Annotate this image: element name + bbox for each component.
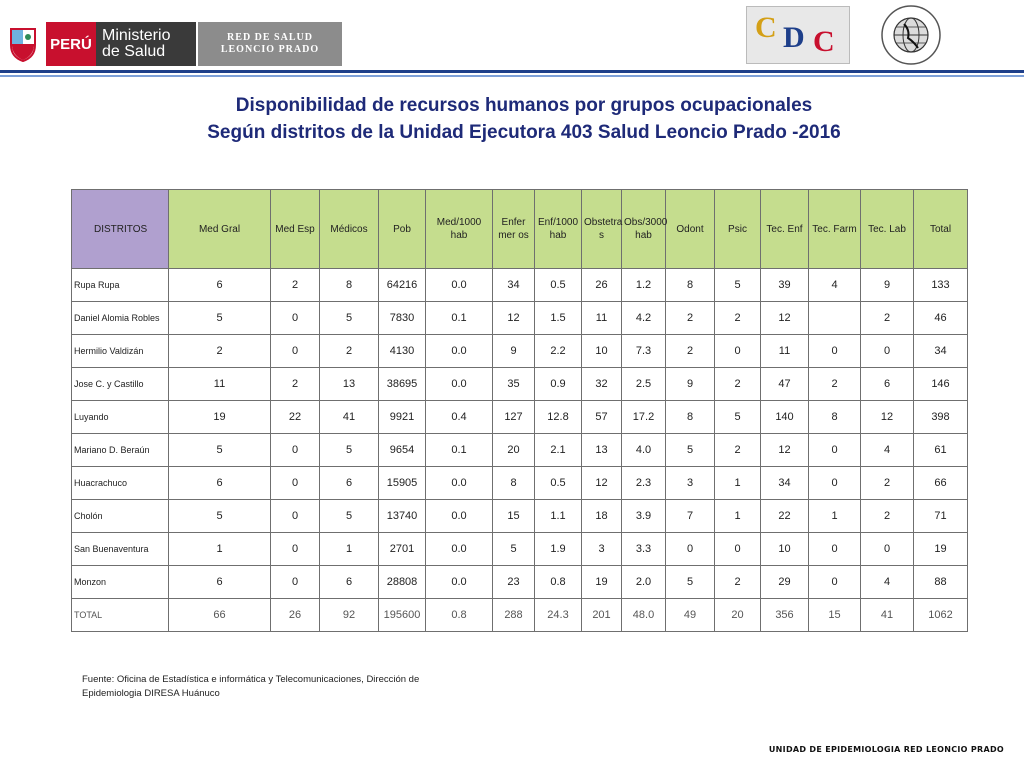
table-cell: 12 (761, 302, 809, 335)
column-header: Obstetra s (582, 190, 622, 269)
table-cell: 2 (861, 302, 914, 335)
table-row (72, 467, 968, 500)
table-cell: 1 (320, 533, 379, 566)
table-cell: 0 (271, 533, 320, 566)
table-cell: 19 (169, 401, 271, 434)
table-cell: 6 (169, 269, 271, 302)
total-cell: 356 (761, 599, 809, 632)
table-cell: 3 (666, 467, 715, 500)
table-cell: 3.9 (622, 500, 666, 533)
table-cell: 15 (493, 500, 535, 533)
table-cell: 11 (582, 302, 622, 335)
column-header: Odont (666, 190, 715, 269)
table-cell: 2.3 (622, 467, 666, 500)
column-header: Total (914, 190, 968, 269)
table-cell: 0 (271, 500, 320, 533)
table-cell: 0 (809, 434, 861, 467)
table-cell: 2 (861, 500, 914, 533)
table-cell: 1.5 (535, 302, 582, 335)
total-cell: 1062 (914, 599, 968, 632)
page-subtitle: Según distritos de la Unidad Ejecutora 403 Salud Leoncio Prado -2016 (207, 122, 841, 143)
table-cell: 4.2 (622, 302, 666, 335)
table-cell: 1.2 (622, 269, 666, 302)
table-cell: 0 (271, 566, 320, 599)
table-cell: 0 (715, 335, 761, 368)
table-cell: 0 (271, 434, 320, 467)
table-cell: 2 (271, 269, 320, 302)
table-row (72, 500, 968, 533)
table-row (72, 401, 968, 434)
table-cell: 1 (715, 500, 761, 533)
ministerio-salud-logo (0, 22, 196, 66)
total-cell: 195600 (379, 599, 426, 632)
page-title: Disponibilidad de recursos humanos por grupos ocupacionales (235, 95, 813, 116)
source-note (82, 673, 442, 701)
district-name-cell: Mariano D. Beraún (72, 434, 169, 467)
table-row (72, 566, 968, 599)
table-cell: 1.9 (535, 533, 582, 566)
table-cell: 19 (582, 566, 622, 599)
table-cell: 12 (861, 401, 914, 434)
table-cell: 1 (169, 533, 271, 566)
table-cell (809, 302, 861, 335)
total-row (72, 599, 968, 632)
column-header: Tec. Lab (861, 190, 914, 269)
table-cell: 2 (715, 368, 761, 401)
table-cell: 3 (582, 533, 622, 566)
table-cell: 2.0 (622, 566, 666, 599)
table-cell: 5 (666, 434, 715, 467)
district-name-cell: Cholón (72, 500, 169, 533)
column-header: Enf/1000 hab (535, 190, 582, 269)
peru-coat-of-arms-icon (0, 22, 46, 66)
district-name-cell: Jose C. y Castillo (72, 368, 169, 401)
table-cell: 2.2 (535, 335, 582, 368)
table-cell: 34 (761, 467, 809, 500)
table-cell: 61 (914, 434, 968, 467)
table-cell: 41 (320, 401, 379, 434)
table-cell: 8 (666, 401, 715, 434)
table-row (72, 533, 968, 566)
table-cell: 6 (320, 467, 379, 500)
table-cell: 13 (320, 368, 379, 401)
table-cell: 5 (493, 533, 535, 566)
table-cell: 8 (493, 467, 535, 500)
table-cell: 146 (914, 368, 968, 401)
district-name-cell: Daniel Alomia Robles (72, 302, 169, 335)
table-cell: 2 (320, 335, 379, 368)
table-cell: 12 (761, 434, 809, 467)
table-cell: 8 (666, 269, 715, 302)
table-cell: 35 (493, 368, 535, 401)
table-cell: 5 (169, 434, 271, 467)
table-cell: 127 (493, 401, 535, 434)
table-cell: 0.0 (426, 500, 493, 533)
footer-label: UNIDAD DE EPIDEMIOLOGIA RED LEONCIO PRADO (768, 745, 1004, 754)
renace-logo (880, 4, 942, 66)
table-cell: 0 (271, 467, 320, 500)
table-cell: 8 (809, 401, 861, 434)
table-header-row (72, 190, 968, 269)
table-cell: 13 (582, 434, 622, 467)
table-cell: 0 (271, 302, 320, 335)
table-cell: 66 (914, 467, 968, 500)
table-cell: 140 (761, 401, 809, 434)
table-cell: 133 (914, 269, 968, 302)
table-cell: 9 (493, 335, 535, 368)
ministerio-line1: Ministerio (102, 27, 171, 44)
table-cell: 5 (320, 500, 379, 533)
table-cell: 4.0 (622, 434, 666, 467)
total-cell: 92 (320, 599, 379, 632)
table-cell: 0 (666, 533, 715, 566)
column-header: Tec. Farm (809, 190, 861, 269)
table-cell: 26 (582, 269, 622, 302)
cdc-letter-c1: C (755, 11, 777, 44)
table-cell: 0.8 (535, 566, 582, 599)
total-cell: 26 (271, 599, 320, 632)
table-cell: 4 (809, 269, 861, 302)
table-cell: 0.0 (426, 368, 493, 401)
table-cell: 34 (493, 269, 535, 302)
table-cell: 11 (169, 368, 271, 401)
table-cell: 23 (493, 566, 535, 599)
table-cell: 17.2 (622, 401, 666, 434)
table-cell: 5 (320, 302, 379, 335)
table-cell: 5 (715, 269, 761, 302)
table-cell: 0.1 (426, 302, 493, 335)
table-body (72, 269, 968, 632)
table-cell: 12 (493, 302, 535, 335)
column-header: DISTRITOS (72, 190, 169, 269)
table-cell: 2 (715, 302, 761, 335)
table-cell: 8 (320, 269, 379, 302)
table-cell: 7830 (379, 302, 426, 335)
table-cell: 2.5 (622, 368, 666, 401)
table-row (72, 335, 968, 368)
table-cell: 71 (914, 500, 968, 533)
table-cell: 13740 (379, 500, 426, 533)
table-cell: 28808 (379, 566, 426, 599)
table-cell: 6 (169, 467, 271, 500)
table-cell: 2 (666, 335, 715, 368)
table-row (72, 368, 968, 401)
ministerio-label (96, 22, 196, 66)
table-cell: 5 (169, 302, 271, 335)
table-cell: 6 (169, 566, 271, 599)
table-cell: 0 (809, 335, 861, 368)
table-cell: 0.9 (535, 368, 582, 401)
table-cell: 2701 (379, 533, 426, 566)
source-line2: Epidemiologia DIRESA Huánuco (82, 688, 220, 699)
table-cell: 5 (169, 500, 271, 533)
district-name-cell: Monzon (72, 566, 169, 599)
table-cell: 398 (914, 401, 968, 434)
table-cell: 9 (861, 269, 914, 302)
cdc-letter-c2: C (813, 25, 835, 58)
table-cell: 0.5 (535, 269, 582, 302)
source-line1: Fuente: Oficina de Estadística e informática y Telecomunicaciones, Dirección de (82, 674, 420, 685)
column-header: Médicos (320, 190, 379, 269)
table-cell: 22 (761, 500, 809, 533)
globe-icon (880, 4, 942, 66)
table-cell: 0 (271, 335, 320, 368)
table-cell: 12.8 (535, 401, 582, 434)
table-cell: 0 (861, 533, 914, 566)
table-cell: 15905 (379, 467, 426, 500)
table-cell: 1 (715, 467, 761, 500)
total-cell: 48.0 (622, 599, 666, 632)
table-cell: 88 (914, 566, 968, 599)
table-cell: 0.0 (426, 467, 493, 500)
cdc-logo (746, 6, 850, 64)
table-cell: 0 (861, 335, 914, 368)
table-cell: 0.1 (426, 434, 493, 467)
column-header: Med/1000 hab (426, 190, 493, 269)
column-header: Tec. Enf (761, 190, 809, 269)
table-cell: 47 (761, 368, 809, 401)
total-cell: 15 (809, 599, 861, 632)
table-cell: 5 (666, 566, 715, 599)
district-name-cell: Rupa Rupa (72, 269, 169, 302)
table-cell: 2 (715, 566, 761, 599)
table-cell: 0 (809, 467, 861, 500)
table-cell: 38695 (379, 368, 426, 401)
table-cell: 0.0 (426, 335, 493, 368)
table-cell: 39 (761, 269, 809, 302)
table-cell: 2 (809, 368, 861, 401)
header-divider-dark (0, 70, 1024, 73)
table-cell: 2 (861, 467, 914, 500)
table-cell: 34 (914, 335, 968, 368)
total-cell: 201 (582, 599, 622, 632)
table-cell: 46 (914, 302, 968, 335)
table-cell: 3.3 (622, 533, 666, 566)
total-cell: 0.8 (426, 599, 493, 632)
table-cell: 22 (271, 401, 320, 434)
table-row (72, 302, 968, 335)
table-cell: 2 (169, 335, 271, 368)
table-cell: 10 (582, 335, 622, 368)
total-cell: 20 (715, 599, 761, 632)
table-cell: 2 (666, 302, 715, 335)
table-cell: 10 (761, 533, 809, 566)
table-cell: 19 (914, 533, 968, 566)
table-cell: 9 (666, 368, 715, 401)
table-cell: 32 (582, 368, 622, 401)
red-salud-line1: RED DE SALUD (227, 32, 313, 43)
column-header: Med Esp (271, 190, 320, 269)
column-header: Obs/3000 hab (622, 190, 666, 269)
table-cell: 2.1 (535, 434, 582, 467)
ministerio-line2: de Salud (102, 43, 166, 60)
table-cell: 11 (761, 335, 809, 368)
table-row (72, 269, 968, 302)
table-cell: 7 (666, 500, 715, 533)
table-cell: 0 (809, 566, 861, 599)
table-cell: 2 (715, 434, 761, 467)
table-cell: 20 (493, 434, 535, 467)
resources-table (71, 189, 968, 632)
total-cell: 41 (861, 599, 914, 632)
table-cell: 29 (761, 566, 809, 599)
district-name-cell: Luyando (72, 401, 169, 434)
column-header: Enfer mer os (493, 190, 535, 269)
table-cell: 0.0 (426, 269, 493, 302)
red-salud-line2: LEONCIO PRADO (220, 44, 320, 55)
red-salud-logo (198, 22, 342, 66)
table-cell: 1.1 (535, 500, 582, 533)
table-cell: 4 (861, 566, 914, 599)
cdc-letter-d: D (783, 21, 805, 54)
column-header: Pob (379, 190, 426, 269)
table-cell: 7.3 (622, 335, 666, 368)
total-cell: 24.3 (535, 599, 582, 632)
table-cell: 6 (861, 368, 914, 401)
total-label-cell: TOTAL (72, 599, 169, 632)
table-cell: 0.0 (426, 533, 493, 566)
table-cell: 0.0 (426, 566, 493, 599)
column-header: Med Gral (169, 190, 271, 269)
table-cell: 2 (271, 368, 320, 401)
table-cell: 0 (809, 533, 861, 566)
district-name-cell: San Buenaventura (72, 533, 169, 566)
table-cell: 0.5 (535, 467, 582, 500)
district-name-cell: Hermilio Valdizán (72, 335, 169, 368)
district-name-cell: Huacrachuco (72, 467, 169, 500)
table-cell: 0.4 (426, 401, 493, 434)
table-cell: 9654 (379, 434, 426, 467)
table-cell: 64216 (379, 269, 426, 302)
table-cell: 4 (861, 434, 914, 467)
table-cell: 18 (582, 500, 622, 533)
table-cell: 1 (809, 500, 861, 533)
table-cell: 5 (320, 434, 379, 467)
table-row (72, 434, 968, 467)
header-divider-light (0, 75, 1024, 77)
total-cell: 66 (169, 599, 271, 632)
table-cell: 12 (582, 467, 622, 500)
table-cell: 9921 (379, 401, 426, 434)
table-cell: 0 (715, 533, 761, 566)
table-cell: 4130 (379, 335, 426, 368)
table-cell: 6 (320, 566, 379, 599)
peru-label: PERÚ (46, 22, 96, 66)
total-cell: 49 (666, 599, 715, 632)
column-header: Psic (715, 190, 761, 269)
table-cell: 57 (582, 401, 622, 434)
total-cell: 288 (493, 599, 535, 632)
table-cell: 5 (715, 401, 761, 434)
